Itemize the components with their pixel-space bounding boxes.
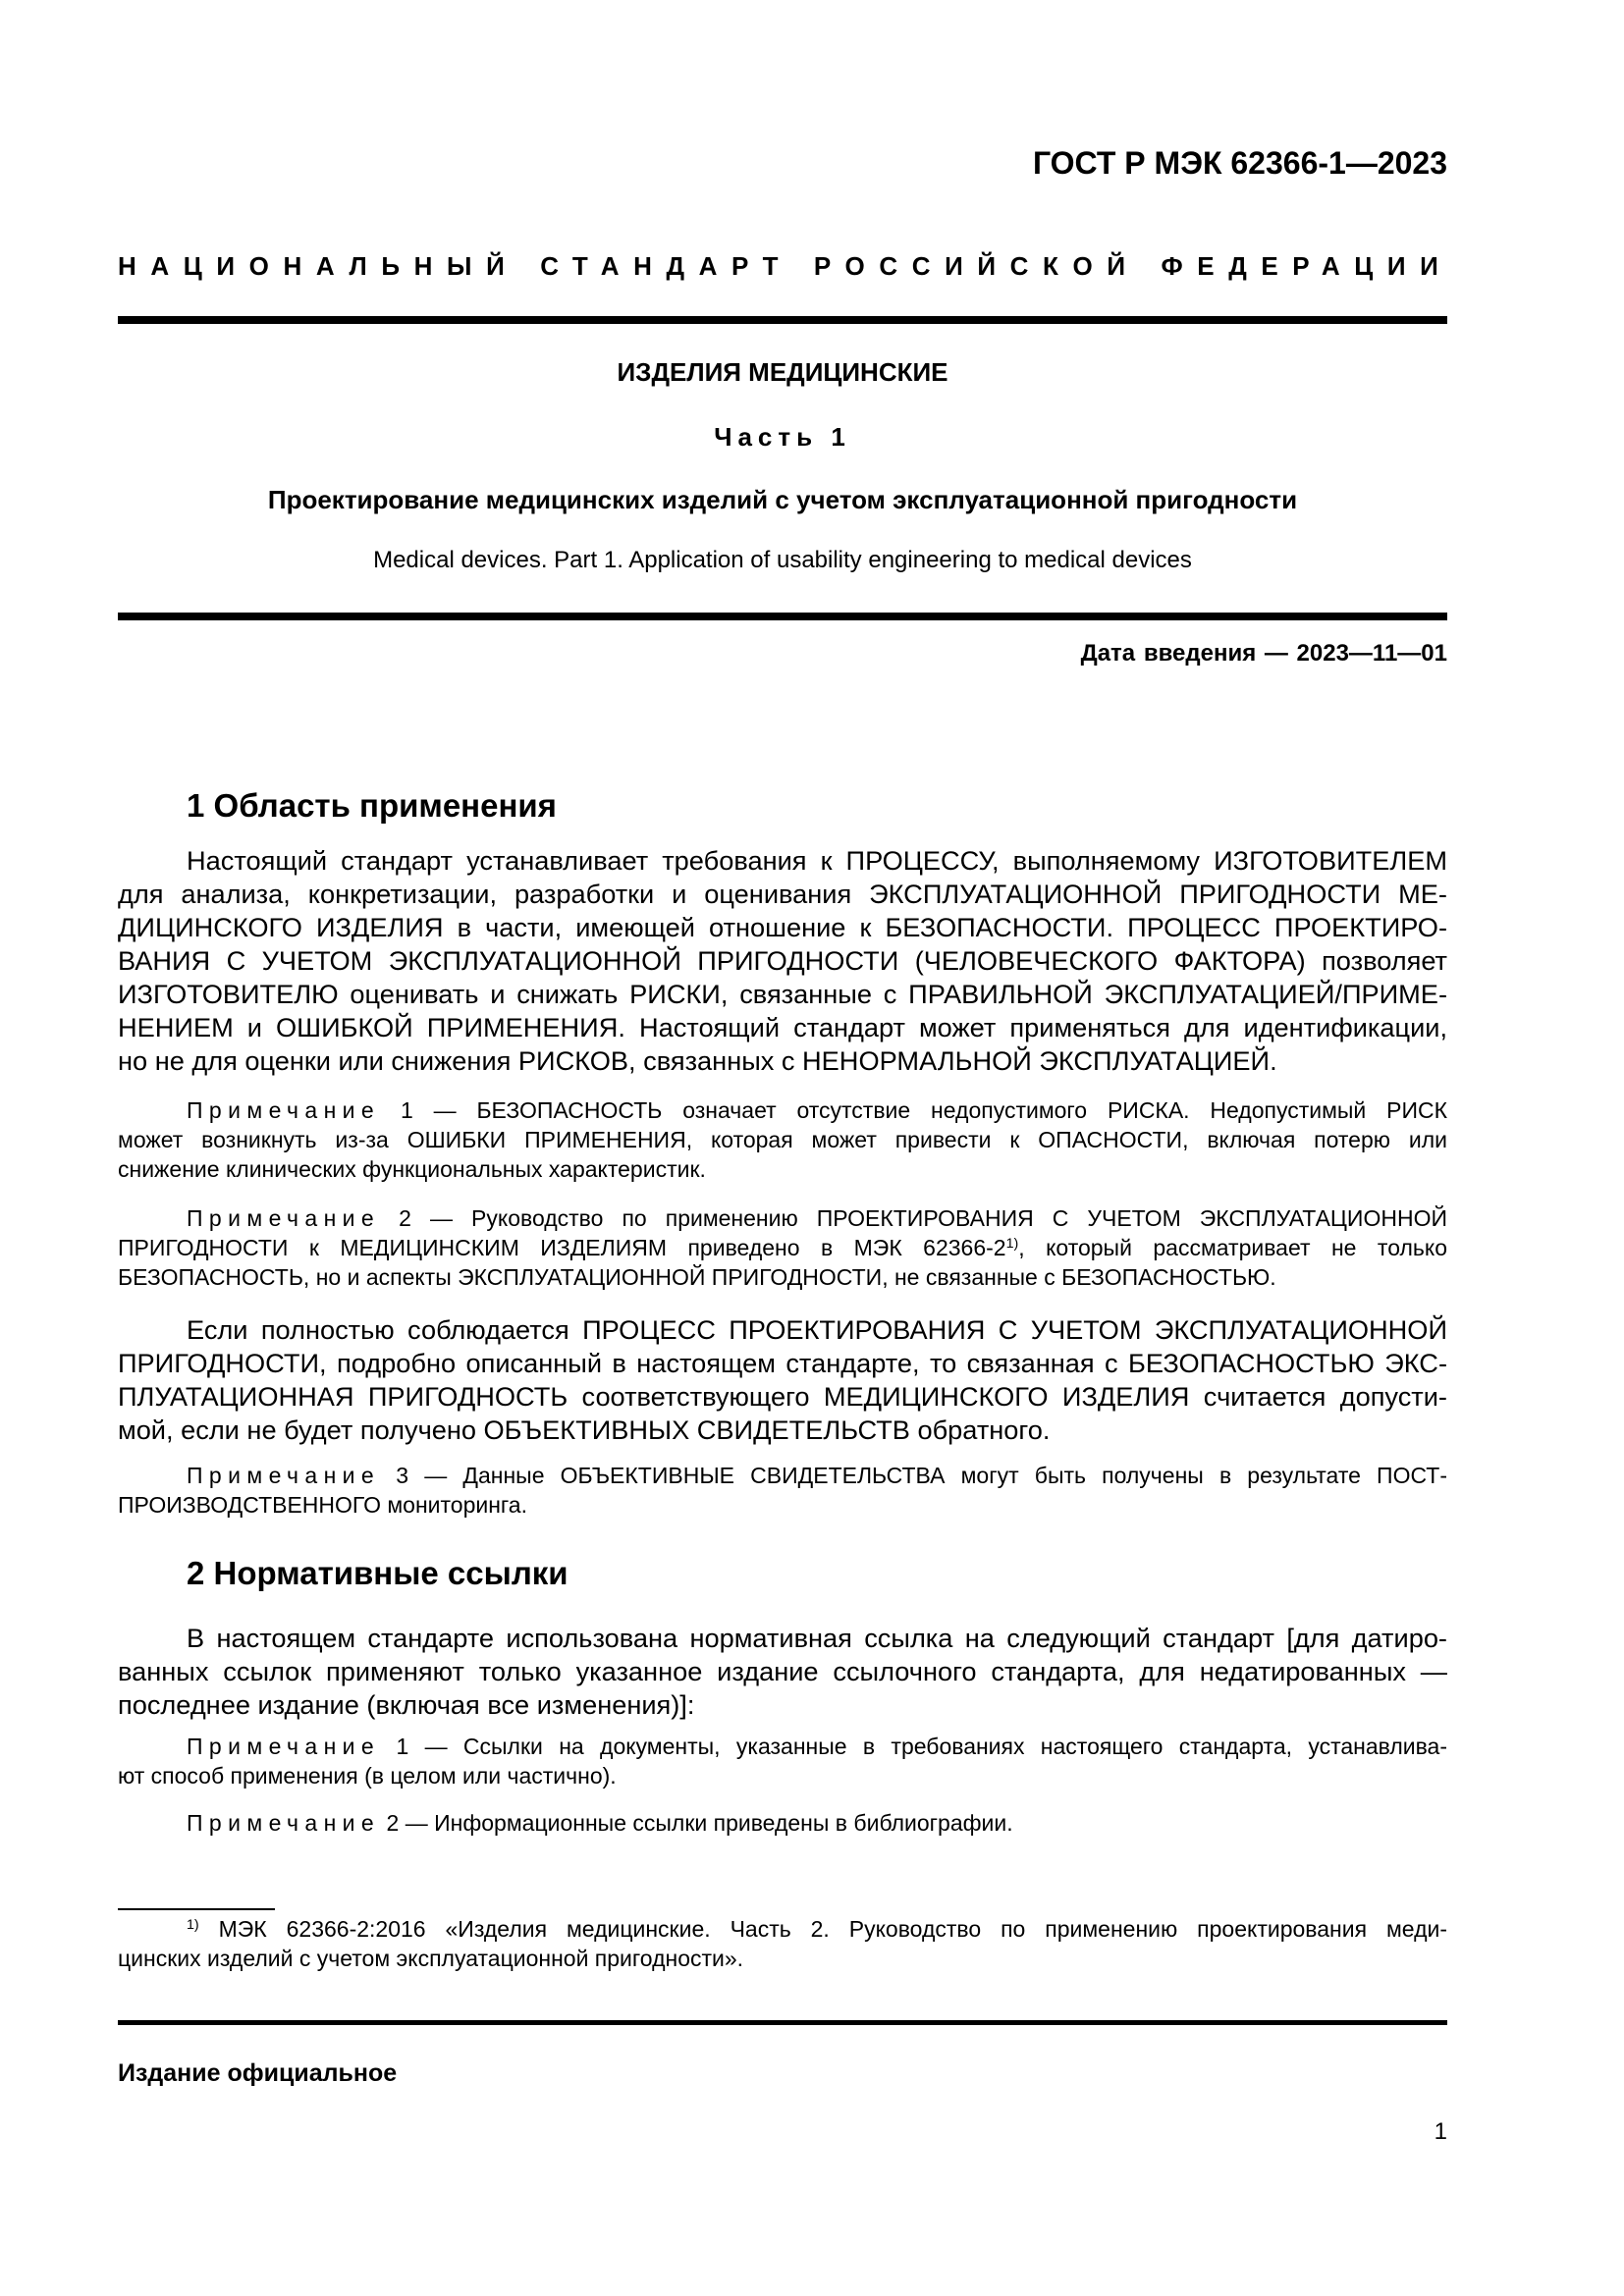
text-line: ИЗГОТОВИТЕЛЮ оценивать и снижать РИСКИ, связанные с ПРАВИЛЬНОЙ ЭКСПЛУАТАЦИЕЙ/ПРИМЕ- — [118, 979, 1447, 1009]
text-line: Если полностью соблюдается ПРОЦЕСС ПРОЕКТИРОВАНИЯ С УЧЕТОМ ЭКСПЛУАТАЦИОННОЙ — [187, 1314, 1447, 1345]
note-text: — Данные ОБЪЕКТИВНЫЕ СВИДЕТЕЛЬСТВА могут быть получены в результате ПОСТ- — [424, 1463, 1448, 1488]
text-line: но не для оценки или снижения РИСКОВ, связанных с НЕНОРМАЛЬНОЙ ЭКСПЛУАТАЦИЕЙ. — [118, 1045, 1277, 1076]
note-line: может возникнуть из-за ОШИБКИ ПРИМЕНЕНИЯ, которая может привести к ОПАСНОСТИ, включая потерю или — [118, 1127, 1447, 1152]
section-1-note-1 — [118, 1095, 1447, 1184]
text-line: ванных ссылок применяют только указанное издание ссылочного стандарта, для недатированных — — [118, 1656, 1447, 1686]
text-line: последнее издание (включая все изменения)]: — [118, 1689, 695, 1720]
note-line: БЕЗОПАСНОСТЬ, но и аспекты ЭКСПЛУАТАЦИОННОЙ ПРИГОДНОСТИ, не связанные с БЕЗОПАСНОСТЬЮ. — [118, 1264, 1276, 1290]
title-part: Часть 1 — [714, 422, 851, 452]
text-line: Настоящий стандарт устанавливает требования к ПРОЦЕССУ, выполняемому ИЗГОТОВИТЕЛЕМ — [187, 845, 1447, 876]
footnote-separator — [118, 1908, 275, 1910]
note-label: Примечание — [187, 1463, 381, 1488]
note-number: 1 — [400, 1097, 413, 1123]
footer-rule — [118, 2020, 1447, 2025]
note-line — [118, 1461, 1447, 1490]
note-line: ПРОИЗВОДСТВЕННОГО мониторинга. — [118, 1492, 527, 1518]
section-1-paragraph-2 — [118, 1313, 1447, 1447]
note-number: 1 — [396, 1734, 409, 1759]
text-line: ВАНИЯ С УЧЕТОМ ЭКСПЛУАТАЦИОННОЙ ПРИГОДНОСТИ (ЧЕЛОВЕЧЕСКОГО ФАКТОРА) позволяет — [118, 945, 1447, 976]
footnote — [118, 1914, 1447, 1973]
section-2-note-1 — [118, 1732, 1447, 1790]
title-main: ИЗДЕЛИЯ МЕДИЦИНСКИЕ — [617, 357, 948, 387]
section-1-note-2 — [118, 1203, 1447, 1292]
note-line — [118, 1808, 1447, 1838]
page-number: 1 — [1434, 2118, 1447, 2145]
footnote-text: МЭК 62366-2:2016 «Изделия медицинские. Часть 2. Руководство по применению проектирования меди- — [198, 1916, 1447, 1942]
section-2-title: 2 Нормативные ссылки — [187, 1555, 568, 1591]
national-standard-heading: НАЦИОНАЛЬНЫЙ СТАНДАРТ РОССИЙСКОЙ ФЕДЕРАЦИИ — [118, 251, 1453, 281]
note-line: снижение клинических функциональных характеристик. — [118, 1156, 706, 1182]
note-line — [118, 1203, 1447, 1233]
section-1-paragraph-1 — [118, 844, 1447, 1078]
note-line: ют способ применения (в целом или частично). — [118, 1763, 617, 1789]
title-bottom-rule — [118, 613, 1447, 620]
section-2-note-2 — [118, 1808, 1447, 1838]
text-line: мой, если не будет получено ОБЪЕКТИВНЫХ СВИДЕТЕЛЬСТВ обратного. — [118, 1415, 1051, 1445]
text-line: ПРИГОДНОСТИ, подробно описанный в настоящем стандарте, то связанная с БЕЗОПАСНОСТЬЮ ЭКС- — [118, 1348, 1447, 1378]
note-line — [118, 1732, 1447, 1761]
official-edition-label: Издание официальное — [118, 2059, 398, 2087]
section-2-paragraph-1 — [118, 1622, 1447, 1722]
note-line — [118, 1095, 1447, 1125]
document-number: ГОСТ Р МЭК 62366-1—2023 — [1032, 145, 1447, 181]
note-number: 3 — [396, 1463, 409, 1488]
top-rule — [118, 316, 1447, 324]
section-1-note-3 — [118, 1461, 1447, 1520]
note-text: — Ссылки на документы, указанные в требованиях настоящего стандарта, устанавлива- — [424, 1734, 1447, 1759]
footnote-line — [118, 1914, 1447, 1944]
note-text: — БЕЗОПАСНОСТЬ означает отсутствие недопустимого РИСКА. Недопустимый РИСК — [433, 1097, 1447, 1123]
text-line: для анализа, конкретизации, разработки и оценивания ЭКСПЛУАТАЦИОННОЙ ПРИГОДНОСТИ МЕ- — [118, 879, 1447, 909]
note-text: — Руководство по применению ПРОЕКТИРОВАНИЯ С УЧЕТОМ ЭКСПЛУАТАЦИОННОЙ — [430, 1205, 1447, 1231]
footnote-line: цинских изделий с учетом эксплуатационной пригодности». — [118, 1946, 744, 1971]
title-subtitle: Проектирование медицинских изделий с учетом эксплуатационной пригодности — [267, 485, 1298, 514]
note-number: 2 — [399, 1205, 411, 1231]
note-text: ПРИГОДНОСТИ к МЕДИЦИНСКИМ ИЗДЕЛИЯМ приведено в МЭК 62366-2 — [118, 1235, 1006, 1260]
title-english: Medical devices. Part 1. Application of usability engineering to medical devices — [373, 547, 1192, 573]
note-text: , который рассматривает не только — [1018, 1235, 1447, 1260]
text-line: НЕНИЕМ и ОШИБКОЙ ПРИМЕНЕНИЯ. Настоящий стандарт может применяться для идентификации, — [118, 1012, 1447, 1042]
text-line: ПЛУАТАЦИОННАЯ ПРИГОДНОСТЬ соответствующего МЕДИЦИНСКОГО ИЗДЕЛИЯ считается допусти- — [118, 1381, 1447, 1412]
section-1-title: 1 Область применения — [187, 787, 557, 824]
text-line: В настоящем стандарте использована нормативная ссылка на следующий стандарт [для датиро- — [187, 1623, 1447, 1653]
note-line — [118, 1233, 1447, 1262]
footnote-mark: 1) — [187, 1917, 199, 1934]
note-text: — Информационные ссылки приведены в библиографии. — [405, 1810, 1013, 1836]
note-label: Примечание — [187, 1810, 381, 1836]
text-line: ДИЦИНСКОГО ИЗДЕЛИЯ в части, имеющей отношение к БЕЗОПАСНОСТИ. ПРОЦЕСС ПРОЕКТИРО- — [118, 912, 1447, 942]
footnote-reference: 1) — [1005, 1236, 1019, 1253]
note-label: Примечание — [187, 1734, 381, 1759]
note-label: Примечание — [187, 1097, 381, 1123]
note-number: 2 — [386, 1810, 400, 1836]
note-label: Примечание — [187, 1205, 381, 1231]
introduction-date: Дата введения — 2023—11—01 — [1080, 640, 1447, 667]
